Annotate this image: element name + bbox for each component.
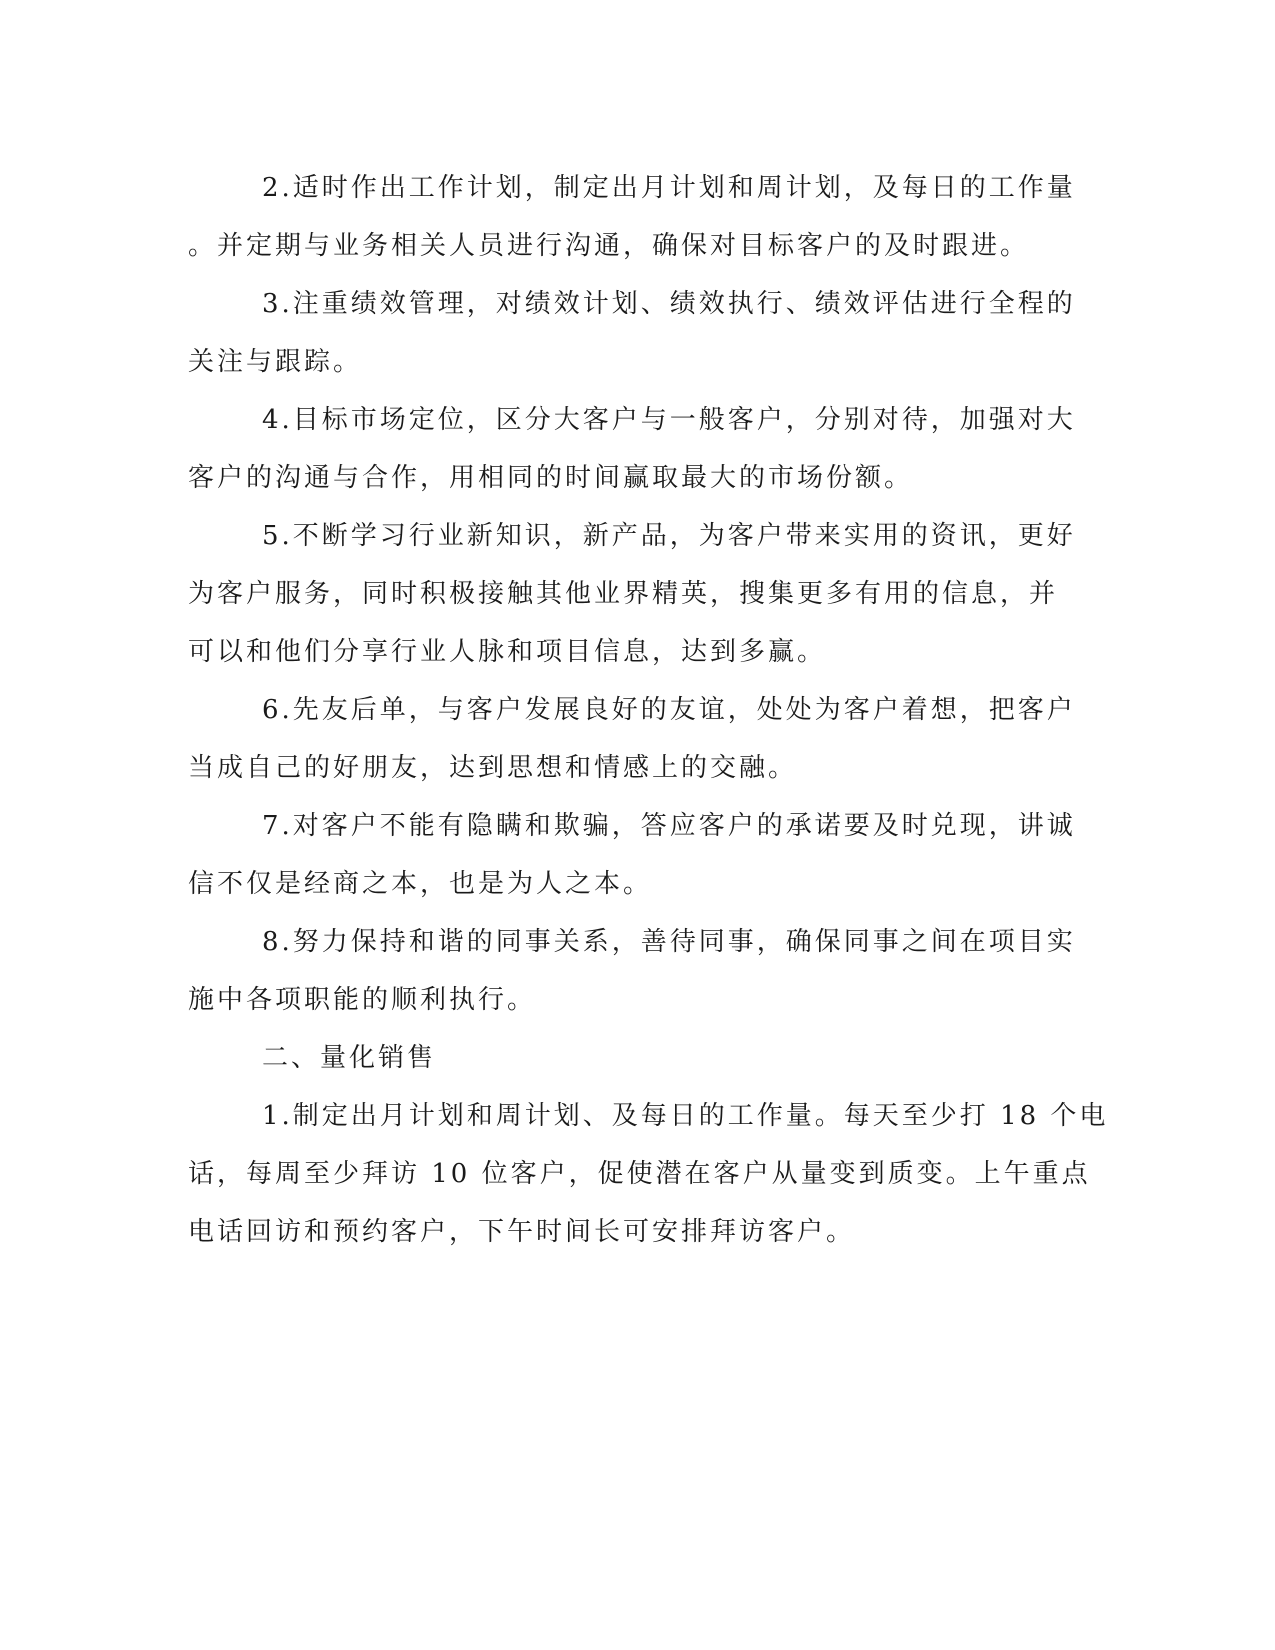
paragraph-line: 电话回访和预约客户，下午时间长可安排拜访客户。: [188, 1217, 856, 1247]
paragraph-line: 8.努力保持和谐的同事关系，善待同事，确保同事之间在项目实: [262, 927, 1076, 957]
paragraph-line: 当成自己的好朋友，达到思想和情感上的交融。: [188, 753, 798, 783]
paragraph-line: 信不仅是经商之本，也是为人之本。: [188, 869, 653, 899]
paragraph-line: 话，每周至少拜访 10 位客户，促使潜在客户从量变到质变。上午重点: [188, 1159, 1091, 1189]
paragraph-line: 3.注重绩效管理，对绩效计划、绩效执行、绩效评估进行全程的: [262, 289, 1076, 319]
paragraph-line: 2.适时作出工作计划，制定出月计划和周计划，及每日的工作量: [262, 173, 1076, 203]
paragraph-line: 4.目标市场定位，区分大客户与一般客户，分别对待，加强对大: [262, 405, 1076, 435]
paragraph-line: 施中各项职能的顺利执行。: [188, 985, 537, 1015]
paragraph-line: 。并定期与业务相关人员进行沟通，确保对目标客户的及时跟进。: [188, 231, 1030, 261]
paragraph-line: 6.先友后单，与客户发展良好的友谊，处处为客户着想，把客户: [262, 695, 1076, 725]
paragraph-line: 客户的沟通与合作，用相同的时间赢取最大的市场份额。: [188, 463, 914, 493]
section-heading: 二、量化销售: [262, 1043, 437, 1073]
paragraph-line: 可以和他们分享行业人脉和项目信息，达到多赢。: [188, 637, 827, 667]
paragraph-line: 为客户服务，同时积极接触其他业界精英，搜集更多有用的信息，并: [188, 579, 1059, 609]
paragraph-line: 5.不断学习行业新知识，新产品，为客户带来实用的资讯，更好: [262, 521, 1076, 551]
paragraph-line: 7.对客户不能有隐瞒和欺骗，答应客户的承诺要及时兑现，讲诚: [262, 811, 1076, 841]
paragraph-line: 关注与跟踪。: [188, 347, 363, 377]
paragraph-line: 1.制定出月计划和周计划、及每日的工作量。每天至少打 18 个电: [262, 1101, 1109, 1131]
